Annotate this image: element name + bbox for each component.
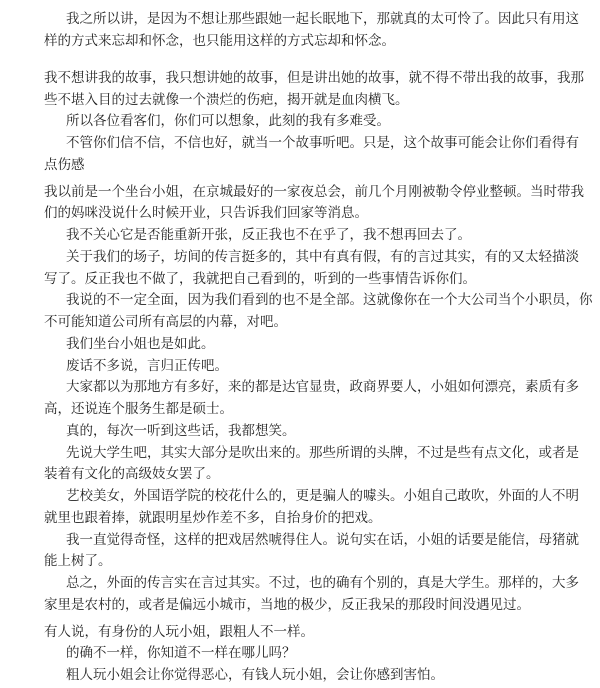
text-line: 就里也跟着捧，就跟明星炒作差不多，自抬身价的把戏。 bbox=[44, 510, 382, 526]
text-line: 总之，外面的传言实在言过其实。不过，也的确有个别的，真是大学生。那样的，大多 bbox=[66, 575, 579, 591]
text-line: 粗人玩小姐会让你觉得恶心，有钱人玩小姐，会让你感到害怕。 bbox=[66, 667, 444, 683]
text-line: 装着有文化的高级妓女罢了。 bbox=[44, 466, 220, 482]
text-line: 关于我们的场子，坊间的传言挺多的，其中有真有假，有的言过其实，有的又太轻描淡 bbox=[66, 249, 579, 265]
text-line: 我们坐台小姐也是如此。 bbox=[66, 336, 215, 352]
text-line: 不管你们信不信，不信也好，就当一个故事听吧。只是，这个故事可能会让你们看得有 bbox=[66, 135, 579, 151]
text-line: 我以前是一个坐台小姐，在京城最好的一家夜总会，前几个月刚被勒令停业整顿。当时带我 bbox=[44, 184, 584, 200]
text-line: 我说的不一定全面，因为我们看到的也不是全部。这就像你在一个大公司当个小职员，你 bbox=[66, 292, 593, 308]
text-line: 真的，每次一听到这些话，我都想笑。 bbox=[66, 423, 296, 439]
text-line: 艺校美女，外国语学院的校花什么的，更是骗人的噱头。小姐自己敢吹，外面的人不明 bbox=[66, 488, 579, 504]
text-line: 家里是农村的，或者是偏远小城市，当地的极少，反正我呆的那段时间没遇见过。 bbox=[44, 597, 530, 613]
text-line: 不可能知道公司所有高层的内幕，对吧。 bbox=[44, 314, 287, 330]
text-line: 样的方式来忘却和怀念，也只能用这样的方式忘却和怀念。 bbox=[44, 33, 395, 49]
text-line: 大家都以为那地方有多好，来的都是达官显贵，政商界要人，小姐如何漂亮，素质有多 bbox=[66, 379, 579, 395]
text-line: 我之所以讲，是因为不想让那些跟她一起长眠地下，那就真的太可怜了。因此只有用这 bbox=[66, 11, 579, 27]
text-line: 废话不多说，言归正传吧。 bbox=[66, 358, 228, 374]
text-line: 所以各位看客们，你们可以想象，此刻的我有多难受。 bbox=[66, 113, 390, 129]
text-line: 有人说，有身份的人玩小姐，跟粗人不一样。 bbox=[44, 624, 314, 640]
text-line: 我不关心它是否能重新开张，反正我也不在乎了，我不想再回去了。 bbox=[66, 227, 471, 243]
text-line: 们的妈咪没说什么时候开业，只告诉我们回家等消息。 bbox=[44, 205, 368, 221]
text-line: 我一直觉得奇怪，这样的把戏居然唬得住人。说句实在话，小姐的话要是能信，母猪就 bbox=[66, 532, 579, 548]
text-line: 我不想讲我的故事，我只想讲她的故事，但是讲出她的故事，就不得不带出我的故事，我那 bbox=[44, 70, 584, 86]
text-line: 能上树了。 bbox=[44, 553, 112, 569]
text-line: 高，还说连个服务生都是硕士。 bbox=[44, 401, 233, 417]
text-line: 的确不一样，你知道不一样在哪儿吗？ bbox=[66, 645, 296, 661]
text-line: 先说大学生吧，其实大部分是吹出来的。那些所谓的头牌，不过是些有点文化，或者是 bbox=[66, 445, 579, 461]
text-line: 些不堪入目的过去就像一个溃烂的伤疤，揭开就是血肉横飞。 bbox=[44, 92, 409, 108]
text-line: 点伤感 bbox=[44, 157, 85, 173]
text-line: 写了。反正我也不做了，我就把自己看到的，听到的一些事情告诉你们。 bbox=[44, 271, 476, 287]
